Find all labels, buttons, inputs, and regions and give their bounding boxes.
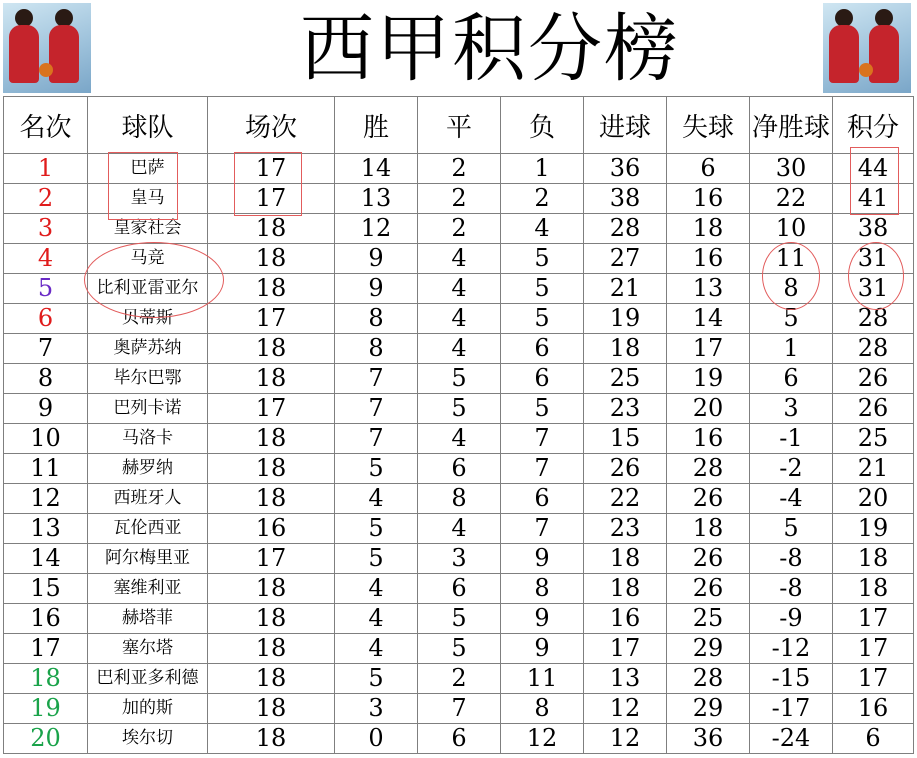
cell-played: 18 bbox=[208, 364, 335, 394]
cell-gd: 6 bbox=[750, 364, 833, 394]
cell-drawn: 5 bbox=[418, 604, 501, 634]
cell-gf: 16 bbox=[584, 604, 667, 634]
cell-team: 巴列卡诺 bbox=[88, 394, 208, 424]
cell-won: 0 bbox=[335, 724, 418, 754]
cell-played: 18 bbox=[208, 634, 335, 664]
cell-ga: 28 bbox=[667, 454, 750, 484]
table-row bbox=[4, 664, 914, 694]
right-player-image bbox=[823, 3, 911, 93]
cell-pts: 17 bbox=[833, 664, 914, 694]
cell-pts: 31 bbox=[833, 244, 914, 274]
cell-played: 17 bbox=[208, 544, 335, 574]
cell-gf: 12 bbox=[584, 724, 667, 754]
table-row bbox=[4, 694, 914, 724]
cell-team: 埃尔切 bbox=[88, 724, 208, 754]
header-points: 积分 bbox=[833, 97, 914, 154]
cell-rank: 8 bbox=[4, 364, 88, 394]
cell-lost: 2 bbox=[501, 184, 584, 214]
highlight-oval-points bbox=[848, 242, 904, 310]
cell-gf: 26 bbox=[584, 454, 667, 484]
cell-ga: 26 bbox=[667, 544, 750, 574]
cell-team: 赫罗纳 bbox=[88, 454, 208, 484]
cell-drawn: 2 bbox=[418, 154, 501, 184]
cell-gf: 13 bbox=[584, 664, 667, 694]
cell-team: 巴利亚多利德 bbox=[88, 664, 208, 694]
cell-played: 17 bbox=[208, 154, 335, 184]
cell-lost: 6 bbox=[501, 484, 584, 514]
cell-played: 18 bbox=[208, 694, 335, 724]
cell-lost: 7 bbox=[501, 424, 584, 454]
cell-rank: 11 bbox=[4, 454, 88, 484]
cell-drawn: 7 bbox=[418, 694, 501, 724]
cell-gf: 18 bbox=[584, 574, 667, 604]
cell-played: 18 bbox=[208, 574, 335, 604]
cell-won: 4 bbox=[335, 604, 418, 634]
cell-pts: 20 bbox=[833, 484, 914, 514]
cell-ga: 18 bbox=[667, 514, 750, 544]
cell-gd: -24 bbox=[750, 724, 833, 754]
cell-won: 12 bbox=[335, 214, 418, 244]
cell-won: 7 bbox=[335, 364, 418, 394]
cell-pts: 18 bbox=[833, 574, 914, 604]
cell-drawn: 8 bbox=[418, 484, 501, 514]
cell-ga: 20 bbox=[667, 394, 750, 424]
cell-rank: 20 bbox=[4, 724, 88, 754]
cell-rank: 12 bbox=[4, 484, 88, 514]
cell-drawn: 3 bbox=[418, 544, 501, 574]
cell-drawn: 5 bbox=[418, 394, 501, 424]
cell-ga: 26 bbox=[667, 574, 750, 604]
cell-gf: 15 bbox=[584, 424, 667, 454]
cell-lost: 5 bbox=[501, 244, 584, 274]
cell-team: 马洛卡 bbox=[88, 424, 208, 454]
cell-lost: 8 bbox=[501, 574, 584, 604]
header-played: 场次 bbox=[208, 97, 335, 154]
cell-ga: 26 bbox=[667, 484, 750, 514]
cell-gf: 38 bbox=[584, 184, 667, 214]
header-team: 球队 bbox=[88, 97, 208, 154]
cell-pts: 28 bbox=[833, 304, 914, 334]
cell-won: 7 bbox=[335, 424, 418, 454]
cell-lost: 5 bbox=[501, 274, 584, 304]
cell-played: 18 bbox=[208, 334, 335, 364]
cell-drawn: 4 bbox=[418, 424, 501, 454]
table-row bbox=[4, 514, 914, 544]
cell-drawn: 4 bbox=[418, 244, 501, 274]
cell-ga: 28 bbox=[667, 664, 750, 694]
cell-drawn: 4 bbox=[418, 334, 501, 364]
cell-won: 4 bbox=[335, 574, 418, 604]
header-lost: 负 bbox=[501, 97, 584, 154]
cell-won: 5 bbox=[335, 514, 418, 544]
cell-lost: 11 bbox=[501, 664, 584, 694]
cell-gf: 22 bbox=[584, 484, 667, 514]
cell-ga: 13 bbox=[667, 274, 750, 304]
cell-gf: 19 bbox=[584, 304, 667, 334]
table-row bbox=[4, 574, 914, 604]
cell-drawn: 4 bbox=[418, 514, 501, 544]
highlight-oval-goal-difference bbox=[762, 242, 820, 310]
cell-gf: 27 bbox=[584, 244, 667, 274]
cell-won: 13 bbox=[335, 184, 418, 214]
table-row bbox=[4, 424, 914, 454]
cell-team: 马竞 bbox=[88, 244, 208, 274]
header-goals-for: 进球 bbox=[584, 97, 667, 154]
cell-gd: 3 bbox=[750, 394, 833, 424]
cell-gf: 25 bbox=[584, 364, 667, 394]
cell-lost: 7 bbox=[501, 454, 584, 484]
cell-rank: 3 bbox=[4, 214, 88, 244]
cell-ga: 25 bbox=[667, 604, 750, 634]
cell-won: 9 bbox=[335, 244, 418, 274]
header-row bbox=[4, 97, 914, 154]
cell-lost: 5 bbox=[501, 304, 584, 334]
cell-lost: 6 bbox=[501, 334, 584, 364]
cell-ga: 17 bbox=[667, 334, 750, 364]
cell-won: 7 bbox=[335, 394, 418, 424]
cell-drawn: 5 bbox=[418, 634, 501, 664]
cell-pts: 44 bbox=[833, 154, 914, 184]
cell-gf: 21 bbox=[584, 274, 667, 304]
table-row bbox=[4, 544, 914, 574]
cell-ga: 36 bbox=[667, 724, 750, 754]
cell-team: 毕尔巴鄂 bbox=[88, 364, 208, 394]
header-goal-difference: 净胜球 bbox=[750, 97, 833, 154]
cell-won: 5 bbox=[335, 664, 418, 694]
cell-played: 16 bbox=[208, 514, 335, 544]
cell-played: 18 bbox=[208, 424, 335, 454]
cell-rank: 14 bbox=[4, 544, 88, 574]
cell-pts: 21 bbox=[833, 454, 914, 484]
cell-gf: 28 bbox=[584, 214, 667, 244]
cell-pts: 38 bbox=[833, 214, 914, 244]
cell-won: 5 bbox=[335, 454, 418, 484]
cell-team: 皇家社会 bbox=[88, 214, 208, 244]
cell-gf: 23 bbox=[584, 514, 667, 544]
table-row bbox=[4, 364, 914, 394]
cell-pts: 31 bbox=[833, 274, 914, 304]
cell-team: 巴萨 bbox=[88, 154, 208, 184]
cell-played: 18 bbox=[208, 274, 335, 304]
cell-rank: 13 bbox=[4, 514, 88, 544]
cell-drawn: 4 bbox=[418, 304, 501, 334]
cell-drawn: 2 bbox=[418, 664, 501, 694]
cell-pts: 6 bbox=[833, 724, 914, 754]
cell-pts: 26 bbox=[833, 394, 914, 424]
left-player-image bbox=[3, 3, 91, 93]
cell-ga: 19 bbox=[667, 364, 750, 394]
table-row bbox=[4, 394, 914, 424]
cell-lost: 1 bbox=[501, 154, 584, 184]
cell-drawn: 6 bbox=[418, 454, 501, 484]
cell-rank: 9 bbox=[4, 394, 88, 424]
title-row bbox=[0, 0, 917, 96]
highlight-box-top-teams bbox=[108, 152, 178, 220]
cell-team: 西班牙人 bbox=[88, 484, 208, 514]
cell-gd: -1 bbox=[750, 424, 833, 454]
cell-played: 18 bbox=[208, 244, 335, 274]
cell-lost: 7 bbox=[501, 514, 584, 544]
highlight-box-played bbox=[234, 152, 302, 216]
cell-rank: 4 bbox=[4, 244, 88, 274]
cell-gd: 1 bbox=[750, 334, 833, 364]
cell-lost: 6 bbox=[501, 364, 584, 394]
cell-drawn: 4 bbox=[418, 274, 501, 304]
cell-pts: 41 bbox=[833, 184, 914, 214]
cell-lost: 9 bbox=[501, 544, 584, 574]
table-row bbox=[4, 724, 914, 754]
cell-pts: 26 bbox=[833, 364, 914, 394]
cell-pts: 19 bbox=[833, 514, 914, 544]
cell-gd: -8 bbox=[750, 544, 833, 574]
cell-gf: 17 bbox=[584, 634, 667, 664]
cell-team: 塞维利亚 bbox=[88, 574, 208, 604]
cell-drawn: 2 bbox=[418, 184, 501, 214]
cell-rank: 18 bbox=[4, 664, 88, 694]
cell-won: 4 bbox=[335, 634, 418, 664]
cell-won: 8 bbox=[335, 304, 418, 334]
cell-gd: 11 bbox=[750, 244, 833, 274]
cell-pts: 18 bbox=[833, 544, 914, 574]
cell-gd: 8 bbox=[750, 274, 833, 304]
cell-gd: 5 bbox=[750, 514, 833, 544]
table-row bbox=[4, 454, 914, 484]
cell-won: 4 bbox=[335, 484, 418, 514]
cell-played: 17 bbox=[208, 304, 335, 334]
cell-ga: 16 bbox=[667, 244, 750, 274]
cell-gd: -4 bbox=[750, 484, 833, 514]
cell-team: 贝蒂斯 bbox=[88, 304, 208, 334]
cell-lost: 9 bbox=[501, 604, 584, 634]
page-title: 西甲积分榜 bbox=[300, 6, 680, 92]
cell-lost: 12 bbox=[501, 724, 584, 754]
table-row bbox=[4, 484, 914, 514]
cell-rank: 17 bbox=[4, 634, 88, 664]
header-rank: 名次 bbox=[4, 97, 88, 154]
header-goals-against: 失球 bbox=[667, 97, 750, 154]
cell-gd: -15 bbox=[750, 664, 833, 694]
cell-team: 瓦伦西亚 bbox=[88, 514, 208, 544]
cell-team: 塞尔塔 bbox=[88, 634, 208, 664]
cell-ga: 16 bbox=[667, 184, 750, 214]
cell-gd: 5 bbox=[750, 304, 833, 334]
cell-rank: 7 bbox=[4, 334, 88, 364]
cell-gf: 18 bbox=[584, 544, 667, 574]
cell-rank: 10 bbox=[4, 424, 88, 454]
cell-gf: 36 bbox=[584, 154, 667, 184]
cell-pts: 17 bbox=[833, 634, 914, 664]
cell-lost: 9 bbox=[501, 634, 584, 664]
cell-lost: 8 bbox=[501, 694, 584, 724]
cell-rank: 6 bbox=[4, 304, 88, 334]
cell-gf: 18 bbox=[584, 334, 667, 364]
cell-team: 加的斯 bbox=[88, 694, 208, 724]
cell-won: 9 bbox=[335, 274, 418, 304]
cell-rank: 15 bbox=[4, 574, 88, 604]
cell-gd: 22 bbox=[750, 184, 833, 214]
cell-lost: 4 bbox=[501, 214, 584, 244]
cell-won: 8 bbox=[335, 334, 418, 364]
cell-rank: 2 bbox=[4, 184, 88, 214]
cell-gd: 10 bbox=[750, 214, 833, 244]
cell-ga: 14 bbox=[667, 304, 750, 334]
table-row bbox=[4, 334, 914, 364]
highlight-oval-teams bbox=[84, 242, 224, 318]
table-row bbox=[4, 634, 914, 664]
cell-gf: 23 bbox=[584, 394, 667, 424]
cell-won: 3 bbox=[335, 694, 418, 724]
cell-team: 比利亚雷亚尔 bbox=[88, 274, 208, 304]
cell-ga: 16 bbox=[667, 424, 750, 454]
cell-won: 5 bbox=[335, 544, 418, 574]
cell-ga: 18 bbox=[667, 214, 750, 244]
cell-team: 赫塔菲 bbox=[88, 604, 208, 634]
cell-drawn: 6 bbox=[418, 724, 501, 754]
cell-pts: 17 bbox=[833, 604, 914, 634]
cell-gd: -9 bbox=[750, 604, 833, 634]
cell-played: 18 bbox=[208, 724, 335, 754]
header-drawn: 平 bbox=[418, 97, 501, 154]
cell-drawn: 5 bbox=[418, 364, 501, 394]
cell-played: 18 bbox=[208, 484, 335, 514]
table-row bbox=[4, 604, 914, 634]
cell-gd: 30 bbox=[750, 154, 833, 184]
cell-pts: 28 bbox=[833, 334, 914, 364]
cell-gd: -2 bbox=[750, 454, 833, 484]
cell-gd: -8 bbox=[750, 574, 833, 604]
cell-drawn: 2 bbox=[418, 214, 501, 244]
cell-gd: -12 bbox=[750, 634, 833, 664]
cell-played: 17 bbox=[208, 394, 335, 424]
cell-ga: 29 bbox=[667, 694, 750, 724]
cell-team: 奥萨苏纳 bbox=[88, 334, 208, 364]
cell-gf: 12 bbox=[584, 694, 667, 724]
cell-ga: 29 bbox=[667, 634, 750, 664]
cell-pts: 25 bbox=[833, 424, 914, 454]
cell-won: 14 bbox=[335, 154, 418, 184]
cell-rank: 5 bbox=[4, 274, 88, 304]
cell-played: 17 bbox=[208, 184, 335, 214]
cell-pts: 16 bbox=[833, 694, 914, 724]
cell-team: 阿尔梅里亚 bbox=[88, 544, 208, 574]
cell-drawn: 6 bbox=[418, 574, 501, 604]
cell-ga: 6 bbox=[667, 154, 750, 184]
cell-played: 18 bbox=[208, 664, 335, 694]
cell-team: 皇马 bbox=[88, 184, 208, 214]
cell-played: 18 bbox=[208, 214, 335, 244]
cell-rank: 1 bbox=[4, 154, 88, 184]
cell-lost: 5 bbox=[501, 394, 584, 424]
cell-gd: -17 bbox=[750, 694, 833, 724]
cell-rank: 19 bbox=[4, 694, 88, 724]
header-won: 胜 bbox=[335, 97, 418, 154]
cell-rank: 16 bbox=[4, 604, 88, 634]
highlight-box-points bbox=[850, 147, 899, 215]
cell-played: 18 bbox=[208, 604, 335, 634]
cell-played: 18 bbox=[208, 454, 335, 484]
